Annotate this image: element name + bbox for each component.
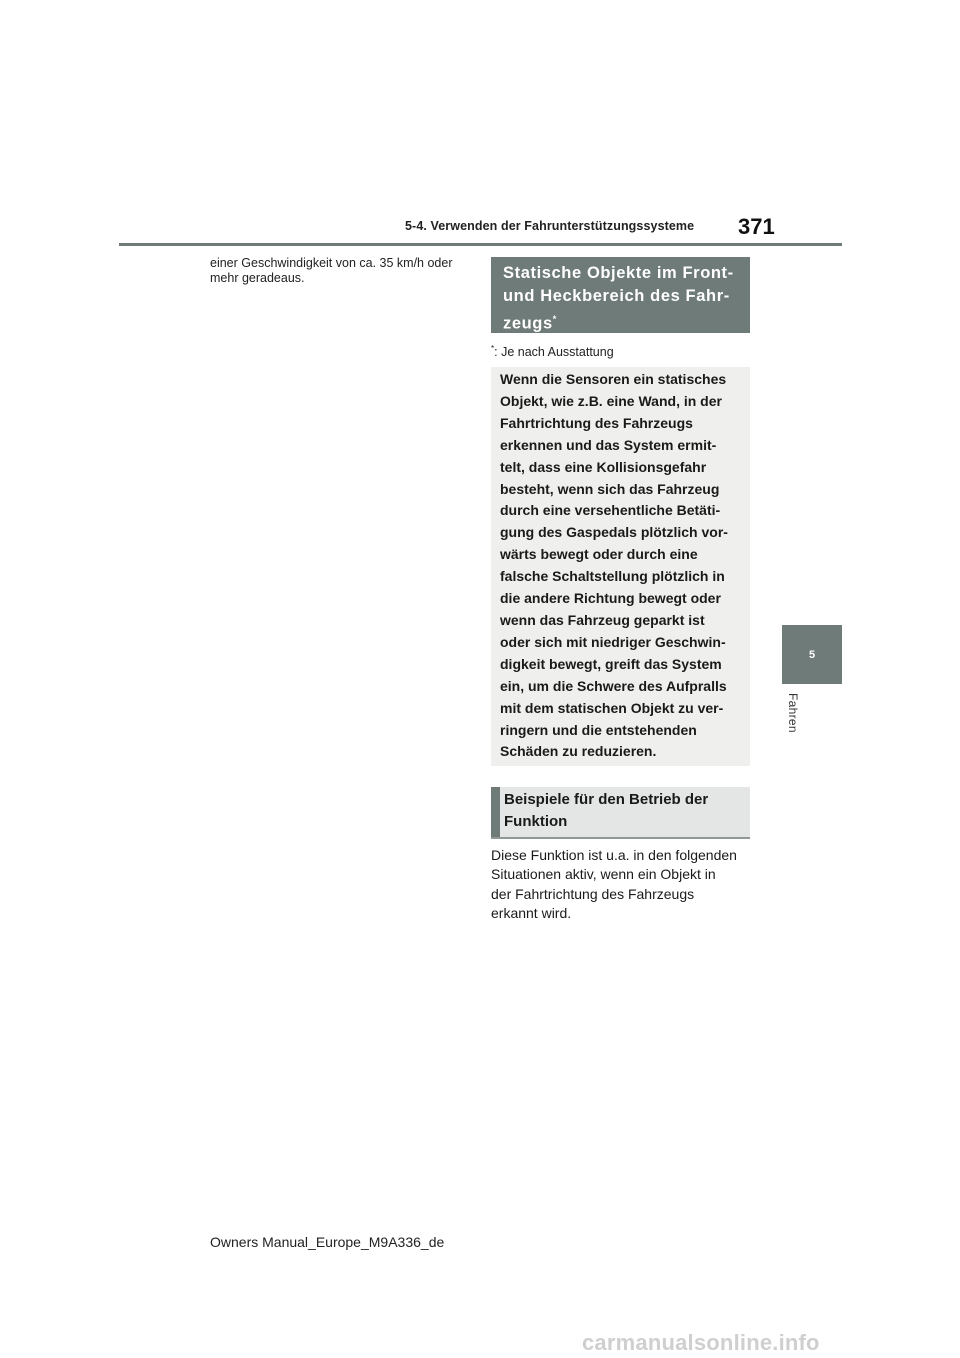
- info-text-line: wärts bewegt oder durch eine: [500, 546, 698, 563]
- watermark: carmanualsonline.info: [582, 1330, 820, 1355]
- info-text: [500, 369, 745, 763]
- info-text-line: Wenn die Sensoren ein statisches: [500, 371, 727, 387]
- section-heading-line: zeugs: [503, 314, 553, 333]
- page-number: 371: [738, 214, 775, 239]
- footer-document-id: Owners Manual_Europe_M9A336_de: [210, 1234, 445, 1250]
- footnote-marker: *: [552, 314, 557, 324]
- footnote-marker: *: [491, 344, 495, 353]
- info-text-line: besteht, wenn sich das Fahrzeug: [500, 480, 720, 497]
- footnote: [491, 344, 614, 359]
- body-text-line: Situationen aktiv, wenn ein Objekt in: [491, 866, 716, 883]
- section-heading-line: und Heckbereich des Fahr-: [503, 287, 730, 305]
- info-text-line: durch eine versehentliche Betäti-: [500, 502, 721, 519]
- header-divider: [119, 243, 842, 246]
- subsection-heading-accent: [491, 787, 500, 837]
- footnote-text: : Je nach Ausstattung: [494, 345, 614, 360]
- info-text-line: Fahrtrichtung des Fahrzeugs: [500, 414, 693, 431]
- continued-text-line: einer Geschwindigkeit von ca. 35 km/h oder: [210, 256, 453, 270]
- info-text-line: erkennen und das System ermit-: [500, 436, 717, 453]
- chapter-label: Fahren: [786, 693, 800, 733]
- body-text-line: der Fahrtrichtung des Fahrzeugs: [491, 885, 695, 902]
- info-text-line: telt, dass eine Kollisionsgefahr: [500, 458, 707, 475]
- info-text-line: ringern und die entstehenden: [500, 721, 697, 738]
- body-text-line: erkannt wird.: [491, 905, 572, 922]
- section-heading: [503, 262, 747, 336]
- body-text-line: Diese Funktion ist u.a. in den folgenden: [491, 847, 737, 863]
- subsection-heading: [504, 789, 744, 833]
- chapter-number: 5: [808, 648, 816, 661]
- subsection-heading-line: Beispiele für den Betrieb der: [504, 791, 709, 808]
- info-text-line: falsche Schaltstellung plötzlich in: [500, 568, 725, 585]
- body-paragraph: [491, 846, 753, 924]
- subsection-heading-line: Funktion: [504, 813, 568, 830]
- info-text-line: Objekt, wie z.B. eine Wand, in der: [500, 392, 722, 409]
- info-text-line: die andere Richtung bewegt oder: [500, 590, 721, 607]
- info-text-line: mit dem statischen Objekt zu ver-: [500, 699, 724, 716]
- info-text-line: Schäden zu reduzieren.: [500, 743, 657, 760]
- continued-text: [210, 256, 472, 286]
- section-heading-line: Statische Objekte im Front-: [503, 264, 734, 282]
- info-text-line: gung des Gaspedals plötzlich vor-: [500, 524, 728, 541]
- info-text-line: digkeit bewegt, greift das System: [500, 655, 722, 672]
- info-text-line: ein, um die Schwere des Aufpralls: [500, 677, 727, 694]
- info-text-line: wenn das Fahrzeug geparkt ist: [500, 611, 705, 628]
- info-text-line: oder sich mit niedriger Geschwin-: [500, 633, 726, 650]
- continued-text-line: mehr geradeaus.: [210, 271, 305, 285]
- header-title: 5-4. Verwenden der Fahrunterstützungssysteme: [405, 219, 695, 233]
- chapter-tab: [782, 625, 842, 684]
